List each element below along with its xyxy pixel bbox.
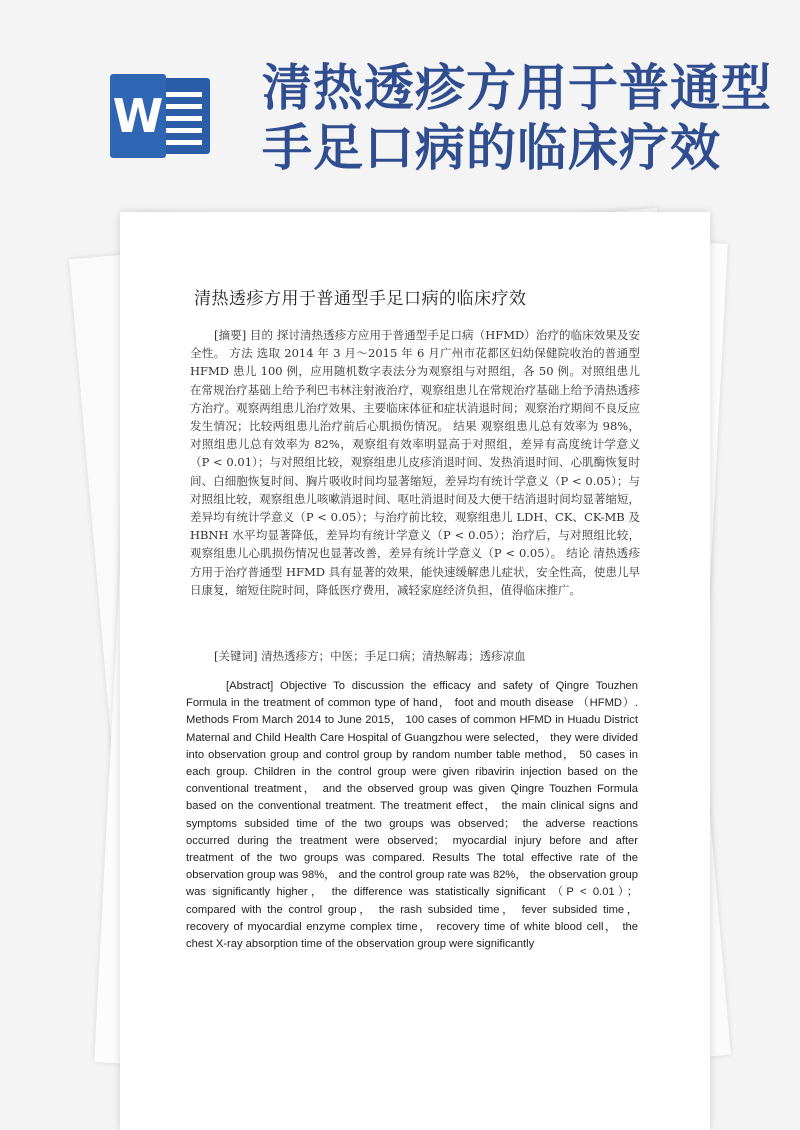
word-icon-line [162, 92, 202, 97]
banner [0, 0, 800, 200]
banner-title-line-1: 清热透疹方用于普通型 [262, 58, 772, 117]
abstract-chinese: [摘要] 目的 探讨清热透疹方应用于普通型手足口病（HFMD）治疗的临床效果及安全性。 方法 选取 2014 年 3 月～2015 年 6 月广州市花都区妇幼保健院收治的普通型 HFMD 患儿 100 例，应用随机数字表法分为观察组与对照组，各 50 例。对照组患儿在常规治疗基础上给予利巴韦林注射液治疗，观察组患儿在常规治疗基础上给予清热透疹方治疗。观察两组患儿治疗效果、主要临床体征和症状消退时间；观察治疗期间不良反应发生情况；比较两组患儿治疗前后心肌损伤情况。 结果 观察组患儿总有效率为 98%，对照组患儿总有效率为 82%，观察组有效率明显高于对照组，差异有高度统计学意义（P < 0.01）；与对照组比较，观察组患儿皮疹消退时间、发热消退时间、心肌酶恢复时间、白细胞恢复时间、胸片吸收时间均显著缩短，差异均有统计学意义（P < 0.05）；与对照组比较，观察组患儿咳嗽消退时间、呕吐消退时间及大便干结消退时间均显著缩短，差异均有统计学意义（P < 0.05）；与治疗前比较，观察组患儿 LDH、CK、CK-MB 及 HBNH 水平均显著降低，差异均有统计学意义（P < 0.05）；治疗后，与对照组比较，观察组患儿心肌损伤情况也显著改善，差异有统计学意义（P < 0.05）。 结论 清热透疹方用于治疗普通型 HFMD 具有显著的效果，能快速缓解患儿症状，安全性高，使患儿早日康复，缩短住院时间，降低医疗费用，减轻家庭经济负担，值得临床推广。 [190, 328, 640, 597]
abstract-english: [Abstract] Objective To discussion the efficacy and safety of Qingre Touzhen Formula in the treatment of common type of hand， foot and mouth disease （HFMD）. Methods From March 2014 to June 2015， 100 cases of common HFMD in Huadu District Maternal and Child Health Care Hospital of Guangzhou were selected， they were divided into observation group and control group by random number table method， 50 cases in each group. Children in the control group were given ribavirin injection based on the conventional treatment， and the observed group was given Qingre Touzhen Formula based on the conventional treatment. The treatment effect， the main clinical signs and symptoms subsided time of the two groups was observed； the adverse reactions occurred during the treatment were observed； myocardial injury before and after treatment of the two groups was compared. Results The total effective rate of the observation group was 98%， and the control group rate was 82%， the observation group was significantly higher， the difference was statistically significant （P < 0.01）； compared with the control group， the rash subsided time， fever subsided time， recovery of myocardial enzyme complex time， recovery time of white blood cell， the chest X-ray absorption time of the observation group were significantly [186, 680, 638, 951]
document-title: 清热透疹方用于普通型手足口病的临床疗效 [194, 289, 527, 309]
word-icon-line [162, 140, 202, 145]
word-icon-line [162, 104, 202, 109]
word-document-icon [110, 74, 214, 158]
word-icon-line [162, 116, 202, 121]
word-icon-letter: W [110, 74, 166, 158]
document-page [120, 212, 710, 1130]
keywords: [关键词] 清热透疹方；中医；手足口病；清热解毒；透疹凉血 [214, 649, 526, 663]
word-icon-line [162, 128, 202, 133]
banner-title-line-2: 手足口病的临床疗效 [262, 118, 721, 177]
banner-title [262, 58, 782, 178]
